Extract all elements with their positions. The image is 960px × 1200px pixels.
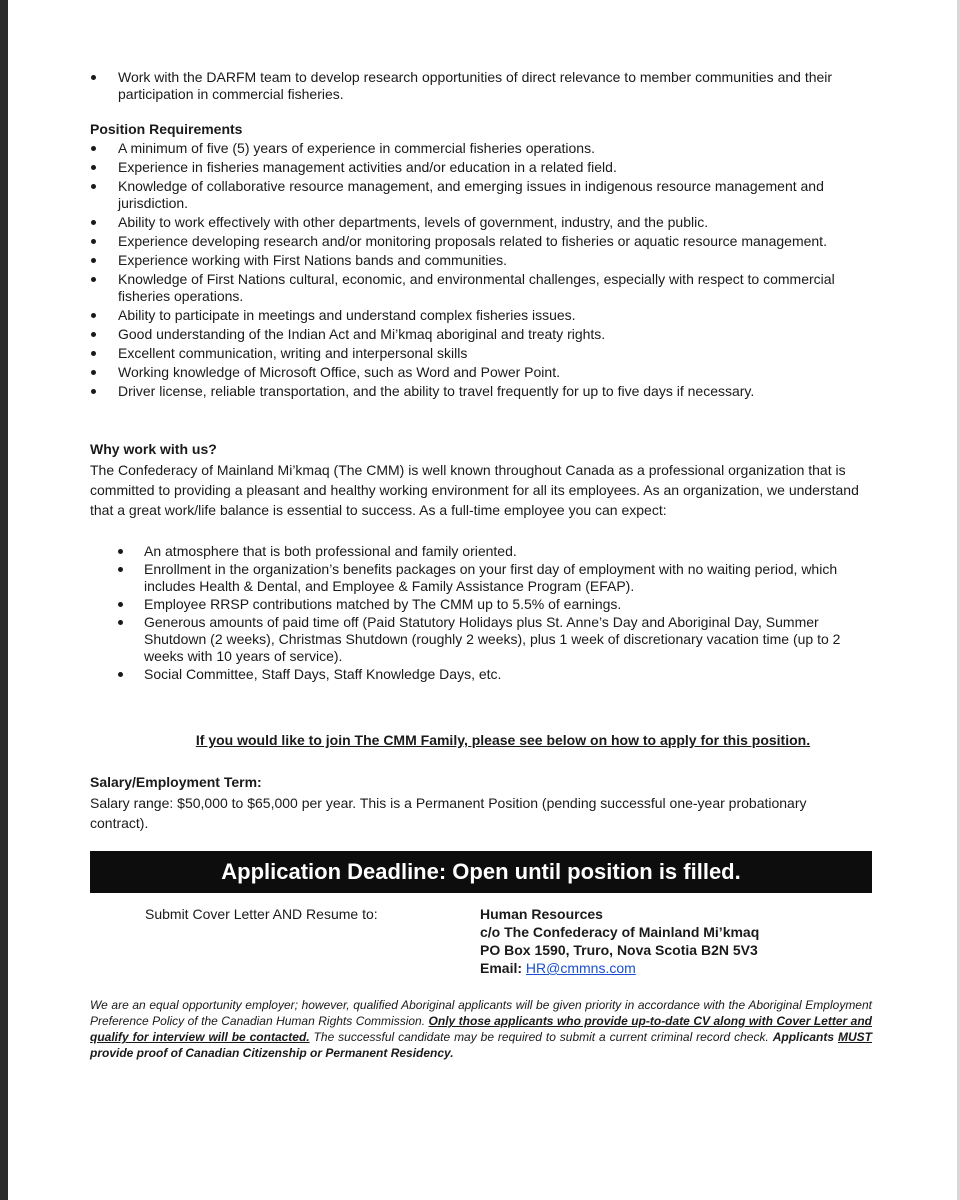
address-line: PO Box 1590, Truro, Nova Scotia B2N 5V3 [480,942,758,958]
list-item: Experience working with First Nations bands and communities. [90,252,872,269]
join-cmm-callout: If you would like to join The CMM Family, please see below on how to apply for this position. [195,732,811,748]
email-link[interactable]: HR@cmmns.com [525,960,636,976]
benefits-list [90,543,872,684]
disclaimer-text: We are an equal opportunity employer; however, qualified Aboriginal applicants will be given priority in accordance with the Aboriginal Employment Preference Policy of the Canadian Human Rights Commission. [90,998,872,1028]
equal-opportunity-disclaimer [90,997,872,1061]
disclaimer-bold: Applicants [772,1030,838,1044]
list-item: Good understanding of the Indian Act and Mi’kmaq aboriginal and treaty rights. [90,326,872,343]
address-line: Human Resources [480,906,603,922]
list-item: Working knowledge of Microsoft Office, such as Word and Power Point. [90,364,872,381]
scan-left-edge [0,0,8,1200]
submit-label: Submit Cover Letter AND Resume to: [145,906,378,922]
application-deadline-banner: Application Deadline: Open until position is filled. [90,851,872,893]
list-item: Social Committee, Staff Days, Staff Knowledge Days, etc. [90,666,872,683]
list-item: A minimum of five (5) years of experience in commercial fisheries operations. [90,140,872,157]
list-item: Driver license, reliable transportation, and the ability to travel frequently for up to five days if necessary. [90,383,872,400]
list-item: Knowledge of First Nations cultural, economic, and environmental challenges, especially with respect to commercial fisheries operations. [90,271,872,305]
why-work-heading: Why work with us? [90,441,217,457]
list-item: Ability to work effectively with other departments, levels of government, industry, and the public. [90,214,872,231]
list-item: Work with the DARFM team to develop research opportunities of direct relevance to member communities and their participation in commercial fisheries. [90,69,872,103]
list-item: Generous amounts of paid time off (Paid Statutory Holidays plus St. Anne’s Day and Aboriginal Day, Summer Shutdown (2 weeks), Christmas Shutdown (roughly 2 weeks), plus 1 week of discretionary vacation time (up to 2 weeks with 10 years of service). [90,614,872,665]
email-label: Email: [480,960,523,976]
hr-address-block [480,905,759,977]
salary-heading: Salary/Employment Term: [90,774,262,790]
address-line: c/o The Confederacy of Mainland Mi’kmaq [480,924,760,940]
duties-list-continued [90,69,872,103]
why-work-paragraph: The Confederacy of Mainland Mi’kmaq (The CMM) is well known throughout Canada as a professional organization that is committed to providing a pleasant and healthy working environment for all its employees. As an organization, we understand that a great work/life balance is essential to success. As a full-time employee you can expect: [90,462,859,518]
disclaimer-text: The successful candidate may be required to submit a current criminal record check. [309,1030,773,1044]
requirements-list [90,140,872,402]
list-item: Experience in fisheries management activities and/or education in a related field. [90,159,872,176]
disclaimer-emphasis: Only those applicants who provide up-to-date CV along with Cover Letter and qualify for interview will be contacted. [90,1014,872,1044]
email-line [480,959,759,977]
position-requirements-heading: Position Requirements [90,121,243,137]
list-item: Enrollment in the organization’s benefits packages on your first day of employment with no waiting period, which includes Health & Dental, and Employee & Family Assistance Program (EFAP). [90,561,872,595]
disclaimer-bold: provide proof of Canadian Citizenship or Permanent Residency. [90,1046,454,1060]
list-item: An atmosphere that is both professional and family oriented. [90,543,872,560]
disclaimer-must: MUST [837,1030,872,1044]
list-item: Ability to participate in meetings and understand complex fisheries issues. [90,307,872,324]
list-item: Knowledge of collaborative resource management, and emerging issues in indigenous resource management and jurisdiction. [90,178,872,212]
salary-text: Salary range: $50,000 to $65,000 per year. This is a Permanent Position (pending successful one-year probationary contract). [90,795,807,831]
list-item: Experience developing research and/or monitoring proposals related to fisheries or aquatic resource management. [90,233,872,250]
list-item: Excellent communication, writing and interpersonal skills [90,345,872,362]
list-item: Employee RRSP contributions matched by The CMM up to 5.5% of earnings. [90,596,872,613]
